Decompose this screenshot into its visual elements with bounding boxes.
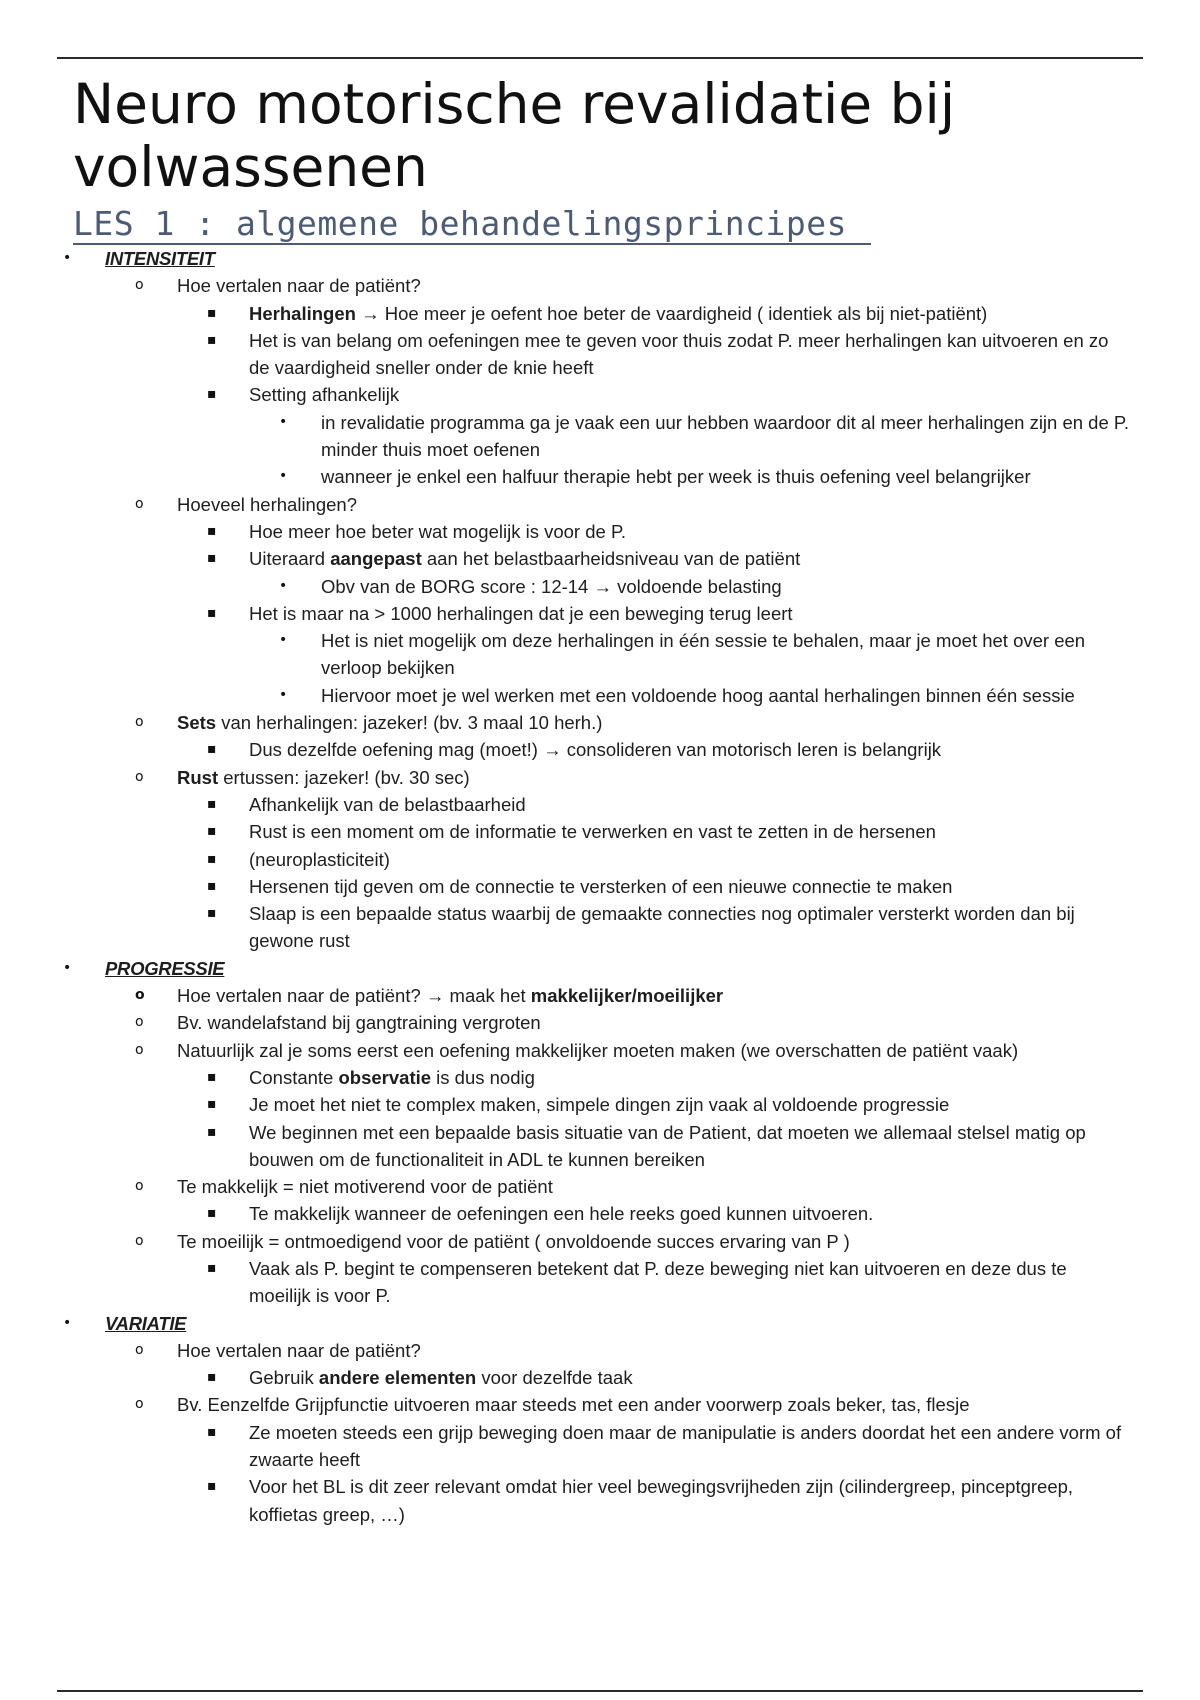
list-item — [249, 627, 1133, 682]
item-text: Te makkelijk wanneer de oefeningen een hele reeks goed kunnen uitvoeren. — [249, 1203, 874, 1225]
bold-term: observatie — [338, 1066, 432, 1088]
list-item — [177, 1473, 1133, 1528]
item-text: in revalidatie programma ga je vaak een uur hebben waardoor dit al meer herhalingen zijn en de P. minder thuis moet oefenen — [321, 411, 1129, 461]
list-item — [249, 463, 1133, 490]
square-bullet-icon: ▪ — [207, 1478, 217, 1495]
sub-list — [177, 1419, 1133, 1528]
bold-term: andere elementen — [318, 1367, 477, 1389]
item-text: voor dezelfde taak — [481, 1367, 633, 1389]
item-text: Je moet het niet te complex maken, simpele dingen zijn vaak al voldoende progressie — [249, 1094, 950, 1116]
item-text: Hoeveel herhalingen? — [177, 493, 357, 515]
item-text: voldoende belasting — [617, 575, 782, 597]
square-bullet-icon: ▪ — [207, 604, 217, 621]
list-item — [105, 272, 1133, 490]
list-item — [105, 982, 1133, 1009]
item-text: Te moeilijk = ontmoedigend voor de patiënt ( onvoldoende succes ervaring van P ) — [177, 1230, 850, 1252]
sub-list — [249, 573, 1133, 600]
bullet-icon: • — [63, 1314, 72, 1331]
square-bullet-icon: ▪ — [207, 877, 217, 894]
list-item — [177, 873, 1133, 900]
sub-list — [177, 791, 1133, 955]
bullet-icon: • — [279, 632, 288, 649]
sub-list — [177, 1064, 1133, 1173]
item-text: Obv van de BORG score : 12-14 — [321, 575, 589, 597]
item-text: Hoe meer hoe beter wat mogelijk is voor de P. — [249, 520, 627, 542]
item-text: Hoe vertalen naar de patiënt? — [177, 1339, 421, 1361]
list-item — [105, 1173, 1133, 1228]
item-text: Het is niet mogelijk om deze herhalingen in één sessie te behalen, maar je moet het over een verloop bekijken — [321, 630, 1086, 679]
circle-bullet-icon: o — [135, 1014, 144, 1031]
item-text: Bv. Eenzelfde Grijpfunctie uitvoeren maar steeds met een ander voorwerp zoals beker, tas, flesje — [177, 1394, 970, 1416]
bullet-icon: • — [279, 468, 288, 485]
list-item — [177, 791, 1133, 818]
list-item — [177, 1364, 1133, 1391]
item-text: Hoe meer je oefent hoe beter de vaardigheid ( identiek als bij niet-patiënt) — [384, 302, 988, 324]
circle-bullet-icon: o — [135, 714, 144, 731]
section-variatie — [33, 1310, 1133, 1528]
list-item — [249, 682, 1133, 709]
list-item — [177, 1091, 1133, 1118]
item-text: Voor het BL is dit zeer relevant omdat hier veel bewegingsvrijheden zijn (cilindergreep, pinceptgreep, koffietas greep, …) — [249, 1476, 1074, 1525]
document-title: Neuro motorische revalidatie bij volwassenen — [73, 72, 956, 199]
list-item — [177, 600, 1133, 709]
list-item — [177, 545, 1133, 600]
document-page — [63, 72, 1133, 1528]
square-bullet-icon: ▪ — [207, 386, 217, 403]
item-text: Setting afhankelijk — [249, 384, 400, 406]
square-bullet-icon: ▪ — [207, 331, 217, 348]
list-item — [105, 1391, 1133, 1527]
square-bullet-icon: ▪ — [207, 1096, 217, 1113]
circle-bullet-icon: o — [135, 1178, 144, 1195]
circle-bullet-icon: o — [135, 277, 144, 294]
item-text: Het is van belang om oefeningen mee te geven voor thuis zodat P. meer herhalingen kan uitvoeren en zo de vaardigheid sneller onder de knie heeft — [249, 329, 1109, 379]
item-text: maak het — [449, 985, 526, 1007]
item-text: aan het belastbaarheidsniveau van de patiënt — [426, 548, 801, 570]
list-item — [177, 518, 1133, 545]
list-item — [177, 1200, 1133, 1227]
sub-list — [105, 1337, 1133, 1528]
list-item — [177, 736, 1133, 763]
bold-term: Herhalingen — [249, 302, 356, 324]
bullet-icon: • — [63, 959, 72, 976]
square-bullet-icon: ▪ — [207, 741, 217, 758]
square-bullet-icon: ▪ — [207, 1205, 217, 1222]
sub-list — [177, 1200, 1133, 1227]
item-text: Dus dezelfde oefening mag (moet!) — [249, 739, 538, 761]
sub-list — [177, 518, 1133, 709]
circle-bullet-icon: o — [135, 1396, 144, 1413]
item-text: (neuroplasticiteit) — [249, 848, 390, 870]
list-item — [105, 764, 1133, 955]
section-heading: INTENSITEIT — [105, 248, 215, 269]
list-item — [249, 573, 1133, 600]
sub-list — [249, 409, 1133, 491]
item-text: Hersenen tijd geven om de connectie te versterken of een nieuwe connectie te maken — [249, 875, 953, 897]
list-item — [177, 1419, 1133, 1474]
circle-bullet-icon: o — [135, 495, 144, 512]
item-text: Bv. wandelafstand bij gangtraining vergroten — [177, 1012, 541, 1034]
sub-list — [177, 736, 1133, 763]
square-bullet-icon: ▪ — [207, 1123, 217, 1140]
item-text: Constante — [249, 1066, 334, 1088]
item-text: Het is maar na > 1000 herhalingen dat je een beweging terug leert — [249, 602, 793, 624]
bullet-icon: • — [279, 577, 288, 594]
square-bullet-icon: ▪ — [207, 905, 217, 922]
square-bullet-icon: ▪ — [207, 1369, 217, 1386]
list-item — [177, 900, 1133, 955]
item-text: Slaap is een bepaalde status waarbij de gemaakte connecties nog optimaler versterkt worden dan bij gewone rust — [249, 903, 1075, 952]
list-item — [177, 1255, 1133, 1310]
square-bullet-icon: ▪ — [207, 823, 217, 840]
list-item — [105, 1037, 1133, 1173]
circle-bullet-icon: o — [135, 768, 144, 785]
list-item — [105, 1009, 1133, 1036]
item-text: wanneer je enkel een halfuur therapie hebt per week is thuis oefening veel belangrijker — [321, 466, 1031, 488]
item-text: consolideren van motorisch leren is belangrijk — [566, 739, 942, 761]
section-intensiteit — [33, 245, 1133, 955]
bold-term: Rust — [177, 766, 219, 788]
lesson-subtitle: LES 1 : algemene behandelingsprincipes — [73, 205, 871, 245]
item-text: Uiteraard — [249, 548, 326, 570]
list-item — [105, 709, 1133, 764]
item-text: is dus nodig — [436, 1066, 535, 1088]
square-bullet-icon: ▪ — [207, 522, 217, 539]
arrow-icon: → — [543, 739, 562, 761]
square-bullet-icon: ▪ — [207, 1068, 217, 1085]
arrow-icon: → — [361, 302, 380, 324]
sub-list — [177, 1255, 1133, 1310]
arrow-icon: → — [593, 575, 612, 597]
section-progressie — [33, 955, 1133, 1310]
circle-bullet-icon: o — [135, 1232, 144, 1249]
square-bullet-icon: ▪ — [207, 304, 217, 321]
main-list — [33, 245, 1133, 1528]
square-bullet-icon: ▪ — [207, 1423, 217, 1440]
top-rule — [57, 57, 1143, 59]
item-text: Afhankelijk van de belastbaarheid — [249, 793, 526, 815]
list-item — [177, 381, 1133, 490]
sub-list — [105, 982, 1133, 1310]
bold-term: makkelijker/moeilijker — [530, 985, 724, 1007]
item-text: Natuurlijk zal je soms eerst een oefening makkelijker moeten maken (we overschatten de patiënt vaak) — [177, 1039, 1019, 1061]
bullet-icon: • — [279, 413, 288, 430]
bold-term: aangepast — [330, 548, 422, 570]
sub-list — [177, 1364, 1133, 1391]
square-bullet-icon: ▪ — [207, 795, 217, 812]
section-heading: PROGRESSIE — [105, 957, 225, 979]
sub-list — [105, 272, 1133, 954]
item-text: Rust is een moment om de informatie te verwerken en vast te zetten in de hersenen — [249, 821, 936, 843]
list-item — [177, 327, 1133, 382]
list-item — [177, 846, 1133, 873]
bullet-icon: • — [279, 686, 288, 703]
list-item — [105, 1337, 1133, 1392]
circle-bullet-icon: o — [135, 987, 145, 1004]
bold-term: Sets — [177, 712, 217, 734]
list-item — [105, 491, 1133, 709]
square-bullet-icon: ▪ — [207, 1259, 217, 1276]
square-bullet-icon: ▪ — [207, 850, 217, 867]
circle-bullet-icon: o — [135, 1341, 144, 1358]
list-item — [177, 1119, 1133, 1174]
section-heading: VARIATIE — [105, 1312, 187, 1334]
item-text: Hoe vertalen naar de patiënt? — [177, 985, 421, 1007]
list-item — [177, 300, 1133, 327]
list-item — [177, 818, 1133, 845]
item-text: Vaak als P. begint te compenseren betekent dat P. deze beweging niet kan uitvoeren en deze dus te moeilijk is voor P. — [249, 1257, 1067, 1307]
item-text: van herhalingen: jazeker! (bv. 3 maal 10 herh.) — [221, 712, 603, 734]
arrow-icon: → — [425, 985, 445, 1007]
list-item — [249, 409, 1133, 464]
list-item — [177, 1064, 1133, 1091]
item-text: ertussen: jazeker! (bv. 30 sec) — [223, 766, 470, 788]
sub-list — [177, 300, 1133, 491]
bottom-rule — [57, 1690, 1143, 1692]
item-text: We beginnen met een bepaalde basis situatie van de Patient, dat moeten we allemaal stelsel matig op bouwen om de functionaliteit in ADL te kunnen bereiken — [249, 1121, 1086, 1170]
list-item — [105, 1228, 1133, 1310]
sub-list — [249, 627, 1133, 709]
item-text: Te makkelijk = niet motiverend voor de patiënt — [177, 1176, 553, 1198]
circle-bullet-icon: o — [135, 1041, 144, 1058]
item-text: Gebruik — [249, 1367, 314, 1389]
square-bullet-icon: ▪ — [207, 550, 217, 567]
bullet-icon: • — [63, 250, 72, 266]
item-text: Hiervoor moet je wel werken met een voldoende hoog aantal herhalingen binnen één sessie — [321, 684, 1075, 706]
item-text: Hoe vertalen naar de patiënt? — [177, 275, 421, 297]
item-text: Ze moeten steeds een grijp beweging doen maar de manipulatie is anders doordat het een andere vorm of zwaarte heeft — [249, 1421, 1122, 1471]
